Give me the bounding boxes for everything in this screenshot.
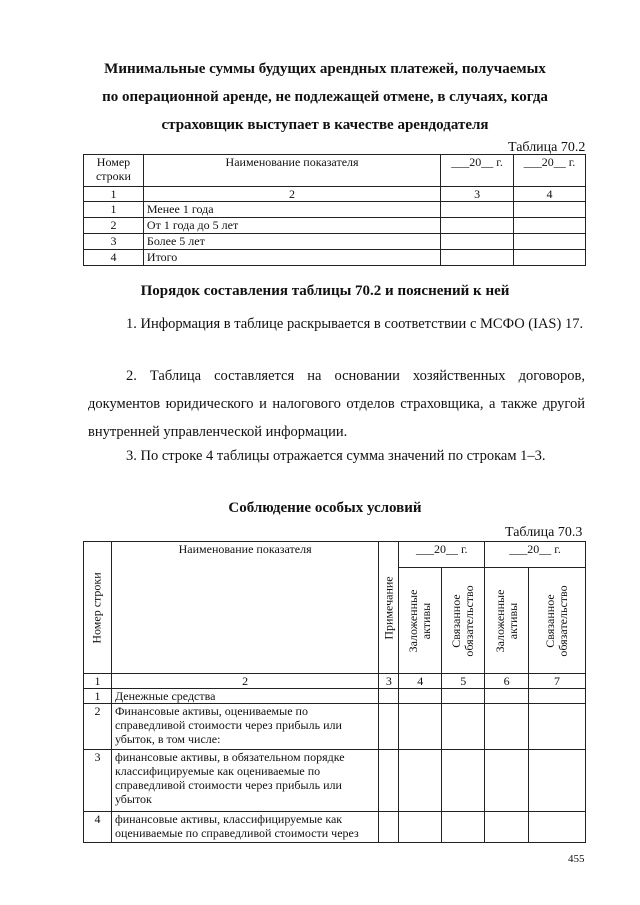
value-cell — [529, 812, 586, 843]
header-note: Примечание — [379, 542, 399, 674]
row-number: 1 — [84, 689, 112, 704]
value-cell — [441, 250, 514, 266]
table-row — [84, 250, 586, 266]
index-cell: 5 — [442, 674, 485, 689]
title-line-2: по операционной аренде, не подлежащей отмене, в случаях, когда — [102, 89, 548, 105]
index-cell: 2 — [111, 674, 378, 689]
value-cell — [485, 689, 529, 704]
row-number: 1 — [84, 202, 144, 218]
value-cell — [485, 750, 529, 812]
table-header-row — [84, 542, 586, 568]
table-row — [84, 704, 586, 750]
index-cell: 3 — [441, 187, 514, 202]
index-cell: 1 — [84, 187, 144, 202]
row-number: 2 — [84, 218, 144, 234]
table-row — [84, 218, 586, 234]
value-cell — [441, 218, 514, 234]
header-indicator-name: Наименование показателя — [143, 155, 440, 187]
header-year-1: ___20__ г. — [399, 542, 485, 568]
row-name: Денежные средства — [111, 689, 378, 704]
header-year-2: ___20__ г. — [514, 155, 586, 187]
value-cell — [442, 750, 485, 812]
value-cell — [514, 250, 586, 266]
table-70-2 — [83, 154, 586, 266]
index-cell: 1 — [84, 674, 112, 689]
table-index-row — [84, 674, 586, 689]
table-row — [84, 750, 586, 812]
row-name: Более 5 лет — [143, 234, 440, 250]
paragraph-2: 2. Таблица составляется на основании хозяйственных договоров, документов юридического и налогового отделов страховщика, а также другой внутренней управленческой информации. — [88, 368, 585, 440]
value-cell — [514, 234, 586, 250]
row-name: Финансовые активы, оцениваемые по справедливой стоимости через прибыль или убыток, в том числе: — [111, 704, 378, 750]
row-name: финансовые активы, классифицируемые как оцениваемые по справедливой стоимости через — [111, 812, 378, 843]
value-cell — [379, 750, 399, 812]
row-name: Менее 1 года — [143, 202, 440, 218]
row-name: Итого — [143, 250, 440, 266]
value-cell — [485, 812, 529, 843]
index-cell: 3 — [379, 674, 399, 689]
value-cell — [399, 689, 442, 704]
value-cell — [441, 234, 514, 250]
table-index-row — [84, 187, 586, 202]
table-row — [84, 202, 586, 218]
table-row — [84, 234, 586, 250]
index-cell: 4 — [399, 674, 442, 689]
subheader-pledged-assets: Заложенные активы — [485, 568, 529, 674]
row-number: 4 — [84, 812, 112, 843]
table-70-2-caption: Таблица 70.2 — [508, 140, 586, 155]
section-heading: Порядок составления таблицы 70.2 и пояснений к ней — [140, 283, 510, 299]
value-cell — [485, 704, 529, 750]
document-title — [60, 58, 590, 136]
page-number: 455 — [568, 853, 585, 865]
row-name: От 1 года до 5 лет — [143, 218, 440, 234]
subheader-related-liability: Связанное обязательство — [442, 568, 485, 674]
value-cell — [442, 812, 485, 843]
value-cell — [399, 812, 442, 843]
header-row-number: Номер строки — [84, 155, 144, 187]
value-cell — [514, 202, 586, 218]
value-cell — [442, 689, 485, 704]
table-70-3-caption: Таблица 70.3 — [505, 525, 583, 540]
header-indicator-name: Наименование показателя — [111, 542, 378, 674]
table-70-3 — [83, 541, 586, 843]
table-header-row — [84, 155, 586, 187]
value-cell — [379, 689, 399, 704]
value-cell — [514, 218, 586, 234]
title-line-1: Минимальные суммы будущих арендных платежей, получаемых — [104, 61, 546, 77]
row-number: 2 — [84, 704, 112, 750]
value-cell — [441, 202, 514, 218]
value-cell — [379, 812, 399, 843]
subheader-pledged-assets: Заложенные активы — [399, 568, 442, 674]
header-row-number: Номер строки — [84, 542, 112, 674]
header-year-1: ___20__ г. — [441, 155, 514, 187]
row-name: финансовые активы, в обязательном порядке классифицируемые как оцениваемые по справедливой стоимости через прибыль или убыток — [111, 750, 378, 812]
index-cell: 4 — [514, 187, 586, 202]
table-row — [84, 689, 586, 704]
row-number: 3 — [84, 750, 112, 812]
value-cell — [529, 750, 586, 812]
row-number: 4 — [84, 250, 144, 266]
table-row — [84, 812, 586, 843]
paragraph-1: 1. Информация в таблице раскрывается в соответствии с МСФО (IAS) 17. — [126, 316, 584, 332]
header-year-2: ___20__ г. — [485, 542, 586, 568]
subheader-related-liability: Связанное обязательство — [529, 568, 586, 674]
value-cell — [399, 704, 442, 750]
row-number: 3 — [84, 234, 144, 250]
value-cell — [529, 704, 586, 750]
index-cell: 2 — [143, 187, 440, 202]
value-cell — [529, 689, 586, 704]
section-2-heading: Соблюдение особых условий — [228, 500, 422, 516]
index-cell: 6 — [485, 674, 529, 689]
value-cell — [442, 704, 485, 750]
value-cell — [379, 704, 399, 750]
index-cell: 7 — [529, 674, 586, 689]
title-line-3: страховщик выступает в качестве арендодателя — [161, 117, 489, 133]
value-cell — [399, 750, 442, 812]
paragraph-3: 3. По строке 4 таблицы отражается сумма значений по строкам 1–3. — [126, 448, 546, 464]
